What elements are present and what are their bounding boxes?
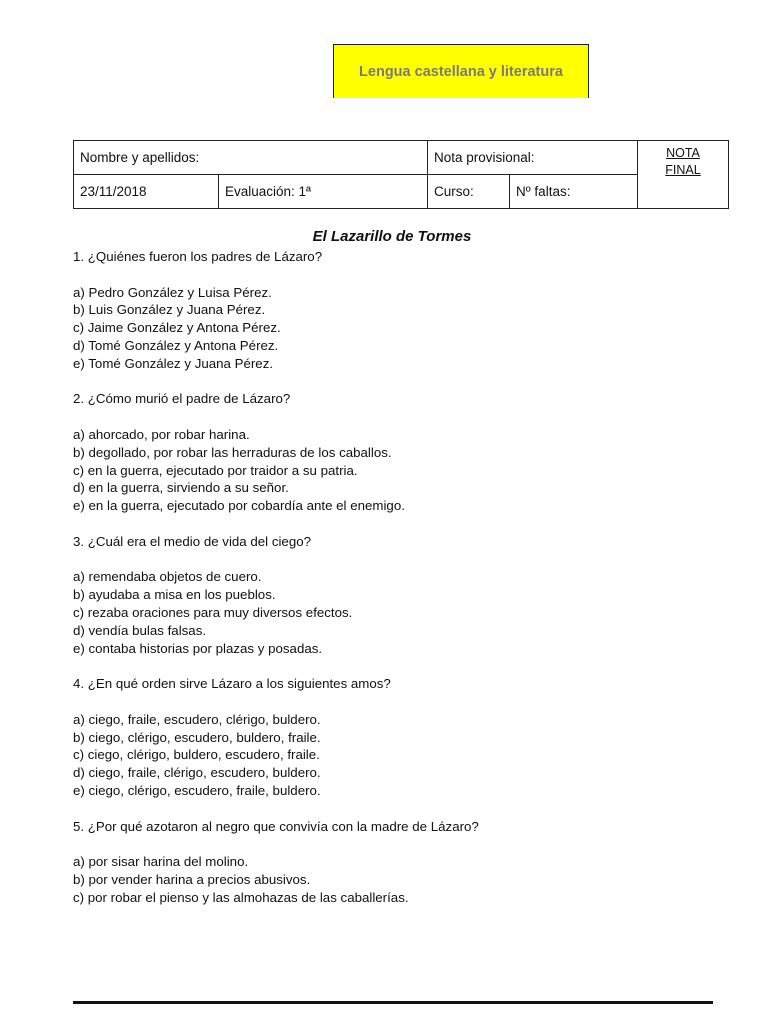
provisional-grade-label: Nota provisional: xyxy=(434,150,535,165)
question-text: 2. ¿Cómo murió el padre de Lázaro? xyxy=(73,391,291,407)
answer-option: c) Jaime González y Antona Pérez. xyxy=(73,320,281,336)
date-cell xyxy=(74,175,219,209)
question-list xyxy=(73,248,733,924)
answer-option: b) por vender harina a precios abusivos. xyxy=(73,871,311,887)
evaluation-cell xyxy=(219,175,428,209)
absences-cell[interactable] xyxy=(510,175,638,209)
answer-option: a) ahorcado, por robar harina. xyxy=(73,426,250,442)
student-info-table xyxy=(73,140,729,209)
answer-option: a) remendaba objetos de cuero. xyxy=(73,569,262,585)
question-2 xyxy=(73,390,733,515)
answer-option: d) en la guerra, sirviendo a su señor. xyxy=(73,480,289,496)
final-grade-label-line2: FINAL xyxy=(665,163,701,177)
final-grade-cell[interactable] xyxy=(638,141,729,209)
evaluation-label: Evaluación: 1ª xyxy=(225,184,312,199)
answer-option: a) Pedro González y Luisa Pérez. xyxy=(73,284,272,300)
course-cell[interactable] xyxy=(428,175,510,209)
answer-option: a) por sisar harina del molino. xyxy=(73,854,249,870)
question-text: 4. ¿En qué orden sirve Lázaro a los siguientes amos? xyxy=(73,676,391,692)
answer-option: c) ciego, clérigo, buldero, escudero, fraile. xyxy=(73,747,320,763)
footer-divider xyxy=(73,1001,713,1004)
question-4 xyxy=(73,675,733,800)
absences-label: Nº faltas: xyxy=(516,184,571,199)
provisional-grade-cell[interactable] xyxy=(428,141,638,175)
question-text: 3. ¿Cuál era el medio de vida del ciego? xyxy=(73,533,312,549)
name-cell[interactable] xyxy=(74,141,428,175)
subject-title: Lengua castellana y literatura xyxy=(359,63,563,80)
answer-option: e) ciego, clérigo, escudero, fraile, buldero. xyxy=(73,782,321,798)
answer-option: d) vendía bulas falsas. xyxy=(73,622,207,638)
answer-option: d) Tomé González y Antona Pérez. xyxy=(73,337,279,353)
answer-option: e) contaba historias por plazas y posadas. xyxy=(73,640,323,656)
course-label: Curso: xyxy=(434,184,474,199)
name-label: Nombre y apellidos: xyxy=(80,150,200,165)
answer-option: b) ayudaba a misa en los pueblos. xyxy=(73,587,276,603)
question-3 xyxy=(73,533,733,658)
answer-option: b) Luis González y Juana Pérez. xyxy=(73,302,266,318)
question-text: 1. ¿Quiénes fueron los padres de Lázaro? xyxy=(73,249,323,264)
document-title: El Lazarillo de Tormes xyxy=(312,228,472,245)
answer-option: e) en la guerra, ejecutado por cobardía ante el enemigo. xyxy=(73,498,405,514)
answer-option: b) degollado, por robar las herraduras de los caballos. xyxy=(73,444,392,460)
answer-option: a) ciego, fraile, escudero, clérigo, buldero. xyxy=(73,711,321,727)
answer-option: b) ciego, clérigo, escudero, buldero, fraile. xyxy=(73,729,321,745)
answer-option: d) ciego, fraile, clérigo, escudero, buldero. xyxy=(73,765,321,781)
answer-option: c) rezaba oraciones para muy diversos efectos. xyxy=(73,604,353,620)
answer-option: c) por robar el pienso y las almohazas de las caballerías. xyxy=(73,889,409,905)
question-1 xyxy=(73,248,733,373)
answer-option: c) en la guerra, ejecutado por traidor a su patria. xyxy=(73,462,358,478)
subject-banner xyxy=(333,44,589,98)
question-text: 5. ¿Por qué azotaron al negro que convivía con la madre de Lázaro? xyxy=(73,818,479,834)
question-5 xyxy=(73,818,733,907)
exam-date: 23/11/2018 xyxy=(80,184,147,199)
answer-option: e) Tomé González y Juana Pérez. xyxy=(73,355,274,371)
final-grade-label-line1: NOTA xyxy=(666,146,700,160)
